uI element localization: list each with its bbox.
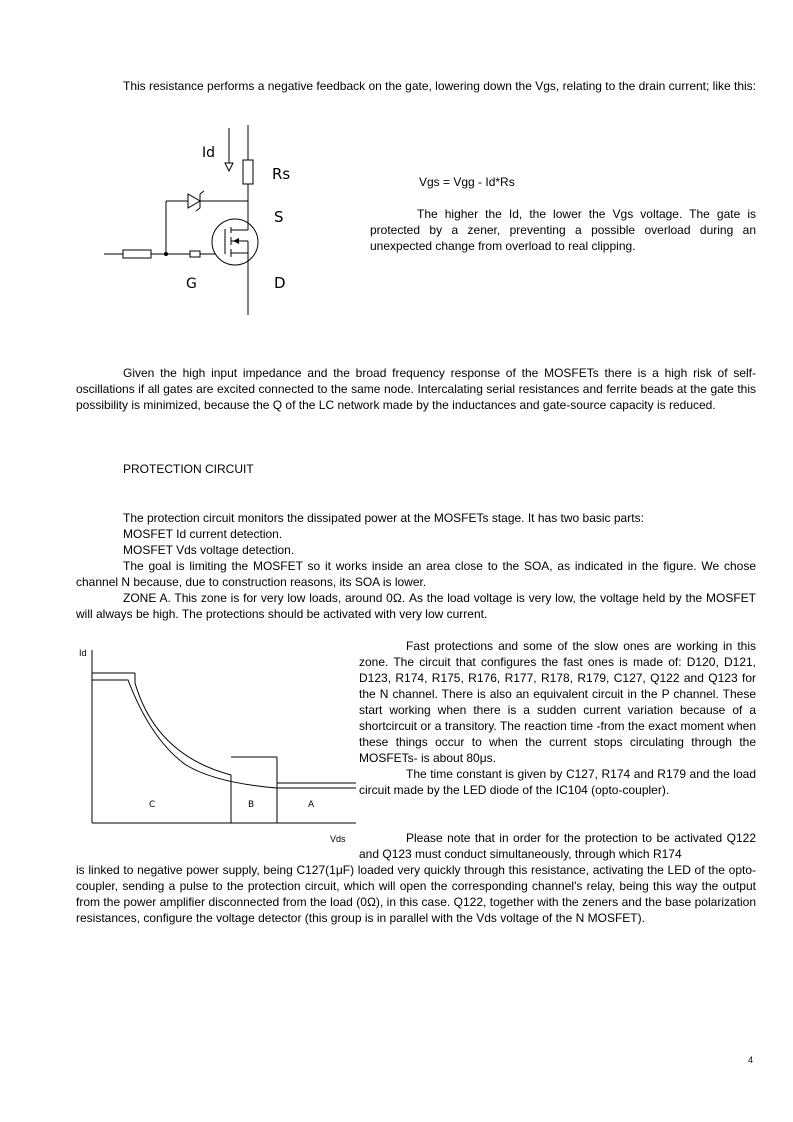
y-axis-label: Id <box>79 648 87 658</box>
g-label: G <box>186 276 197 292</box>
rs-label: Rs <box>272 165 291 183</box>
id-label: Id <box>202 145 216 161</box>
d-label: D <box>274 274 286 292</box>
soa-graph <box>76 645 356 850</box>
note-paragraph-continued: is linked to negative power supply, being C127(1μF) loaded very quickly through this resistance, activating the LED of the opto-coupler, sending a pulse to the protection circuit, which will open the corresponding channel's relay, being this way the output from the power amplifier disconnected from the load (0Ω), in this case. Q122, together with the zeners and the base polarization resistances, configure the voltage detector (this group is in parallel with the Vds voltage of the N MOSFET). <box>76 863 756 925</box>
protection-intro: The protection circuit monitors the dissipated power at the MOSFETs stage. It has two basic parts: <box>123 511 644 525</box>
zener-paragraph: The higher the Id, the lower the Vgs voltage. The gate is protected by a zener, preventing a possible overload during an unexpected change from overload to real clipping. <box>370 207 756 253</box>
zone-c-label: C <box>149 800 156 810</box>
zone-a-label: A <box>308 800 315 810</box>
vgs-formula: Vgs = Vgg - Id*Rs <box>419 175 515 189</box>
s-label: S <box>274 208 284 226</box>
soa-paragraph: The goal is limiting the MOSFET so it works inside an area close to the SOA, as indicated in the figure. We chose channel N because, due to construction reasons, its SOA is lower. <box>76 559 756 589</box>
mosfet-circuit-diagram <box>100 125 300 320</box>
note-paragraph-start: Please note that in order for the protection to be activated Q122 and Q123 must conduct simultaneously, through which R174 <box>359 831 756 861</box>
x-axis-label: Vds <box>330 834 346 844</box>
oscillation-paragraph: Given the high input impedance and the broad frequency response of the MOSFETs there is a high risk of self-oscillations if all gates are excited connected to the same node. Intercalating serial resistances and ferrite beads at the gate this possibility is minimized, because the Q of the LC network made by the inductances and gate-source capacity is reduced. <box>76 366 756 412</box>
section-heading: PROTECTION CIRCUIT <box>123 462 254 476</box>
list-item: MOSFET Id current detection. <box>123 527 283 541</box>
list-item: MOSFET Vds voltage detection. <box>123 543 295 557</box>
zone-a-paragraph: ZONE A. This zone is for very low loads, around 0Ω. As the load voltage is very low, the voltage held by the MOSFET will always be high. The protections should be activated with very low current. <box>76 591 756 621</box>
page-number: 4 <box>748 1055 754 1065</box>
zone-b-label: B <box>248 800 255 810</box>
fast-protection-paragraph: Fast protections and some of the slow ones are working in this zone. The circuit that configures the fast ones is made of: D120, D121, D123, R174, R175, R176, R177, R178, R179, C127, Q122 and Q123 for the N channel. There is also an equivalent circuit in the P channel. These start working when there is a sudden current variation because of a shortcircuit or a transitory. The reaction time -from the exact moment when these things occur to when the current stops circulating through the MOSFETs- is about 80μs. <box>359 639 756 765</box>
intro-paragraph: This resistance performs a negative feedback on the gate, lowering down the Vgs, relating to the drain current; like this: <box>123 79 757 93</box>
time-constant-paragraph: The time constant is given by C127, R174 and R179 and the load circuit made by the LED diode of the IC104 (opto-coupler). <box>359 767 756 797</box>
